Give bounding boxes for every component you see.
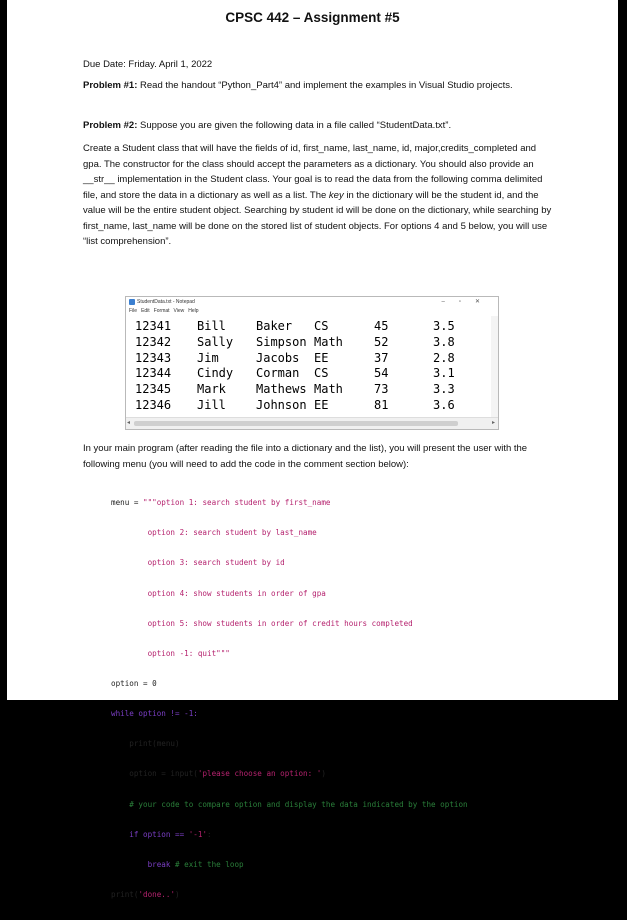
cell-gpa: 3.6: [433, 397, 455, 412]
menu-edit[interactable]: Edit: [141, 308, 150, 314]
cell-credits: 37: [374, 350, 389, 365]
scroll-right-icon[interactable]: ▸: [491, 420, 495, 426]
code-line: [111, 769, 541, 779]
problem-1: [83, 78, 553, 94]
cell-gpa: 3.8: [433, 334, 455, 349]
code-block: [111, 478, 541, 920]
cell-last-name: Jacobs: [256, 350, 300, 365]
data-row: [130, 319, 460, 335]
code-keyword: if option ==: [111, 829, 189, 839]
code-line: option 5: show students in order of credit hours completed: [111, 618, 413, 628]
cell-last-name: Johnson: [256, 397, 307, 412]
cell-major: EE: [314, 350, 329, 365]
code-line: option 2: search student by last_name: [111, 528, 317, 538]
cell-credits: 81: [374, 397, 389, 412]
document-page: [7, 0, 618, 899]
problem-1-text: Read the handout “Python_Part4” and implement the examples in Visual Studio projects.: [137, 80, 513, 91]
code-comment: # your code to compare option and display the data indicated by the option: [111, 799, 468, 809]
data-row: [130, 366, 460, 382]
problem-2: [83, 118, 553, 134]
cell-id: 12346: [135, 397, 172, 412]
cell-first-name: Jim: [197, 350, 219, 365]
menu-view[interactable]: View: [173, 308, 185, 314]
menu-file[interactable]: File: [129, 308, 138, 314]
main-program-text: In your main program (after reading the file into a dictionary and the list), you will present the user with the following menu (you will need to add the code in the comment section below):: [83, 443, 528, 470]
code-text: ): [175, 889, 180, 899]
code-text: menu =: [111, 498, 144, 508]
notepad-menubar: [126, 307, 498, 316]
code-text: option = input(: [111, 769, 198, 779]
description-part-2: in the dictionary will be the student id, and the value will be the entire student object. Searching by student id will be done on the dictionary, while searching by first_name, last_name will be done on the stored list of student objects. For options 4 and 5 below, you will use “list comprehension”.: [83, 189, 552, 247]
cell-major: EE: [314, 397, 329, 412]
description-key-word: key: [328, 189, 344, 201]
data-row: [130, 351, 460, 367]
menu-help[interactable]: Help: [188, 308, 199, 314]
problem-2-description: [83, 141, 553, 250]
code-line: print(menu): [111, 739, 180, 749]
cell-credits: 54: [374, 366, 389, 381]
code-keyword: break: [111, 859, 176, 869]
cell-first-name: Jill: [197, 397, 226, 412]
code-comment: # exit the loop: [175, 859, 244, 869]
code-line: option = 0: [111, 678, 157, 688]
data-row: [130, 398, 460, 414]
code-text: print(: [111, 889, 139, 899]
code-line: while option != -1:: [111, 709, 198, 719]
code-line: option 4: show students in order of gpa: [111, 588, 326, 598]
cell-gpa: 3.3: [433, 382, 455, 397]
cell-last-name: Simpson: [256, 334, 307, 349]
code-string: 'done..': [138, 889, 176, 899]
code-line: [111, 890, 541, 900]
cell-id: 12344: [135, 366, 172, 381]
data-row: [130, 335, 460, 351]
description-part-1: Create a Student class that will have the fields of id, first_name, last_name, id, major,credits_completed and gpa. The constructor for the class should accept the parameters as a dictionary. You should also provide an __str__ implementation in the Student class. Your goal is to read the data from the following comma delimited file, and store the data in a dictionary as well as a list. The: [83, 143, 543, 201]
cell-major: CS: [314, 319, 329, 333]
notepad-text-area[interactable]: [130, 319, 460, 414]
window-controls: [441, 297, 494, 307]
horizontal-scrollbar[interactable]: [126, 417, 498, 429]
vertical-scrollbar[interactable]: [491, 316, 498, 418]
notepad-icon: [129, 299, 135, 305]
cell-first-name: Cindy: [197, 366, 234, 381]
cell-id: 12342: [135, 334, 172, 349]
due-date: Due Date: Friday. April 1, 2022: [83, 59, 213, 70]
code-text: :: [207, 829, 212, 839]
cell-id: 12341: [135, 319, 172, 333]
page-title: CPSC 442 – Assignment #5: [225, 10, 400, 25]
problem-2-text: Suppose you are given the following data in a file called “StudentData.txt”.: [137, 120, 452, 131]
cell-major: Math: [314, 334, 343, 349]
cell-gpa: 2.8: [433, 350, 455, 365]
code-string: '-1': [188, 829, 208, 839]
cell-major: Math: [314, 382, 343, 397]
cell-last-name: Baker: [256, 319, 293, 333]
cell-credits: 45: [374, 319, 389, 333]
maximize-icon[interactable]: ▫: [458, 299, 475, 305]
cell-gpa: 3.1: [433, 366, 455, 381]
cell-credits: 73: [374, 382, 389, 397]
notepad-title: StudentData.txt - Notepad: [137, 299, 195, 305]
problem-2-label: Problem #2:: [83, 120, 138, 131]
code-line: [111, 498, 541, 508]
code-line: option -1: quit""": [111, 648, 230, 658]
code-line: option 3: search student by id: [111, 558, 285, 568]
code-string: 'please choose an option: ': [197, 769, 322, 779]
cell-major: CS: [314, 366, 329, 381]
scroll-left-icon[interactable]: ◂: [127, 420, 131, 426]
code-line: [111, 830, 541, 840]
notepad-window: [125, 296, 499, 430]
close-icon[interactable]: ✕: [474, 299, 494, 305]
cell-last-name: Mathews: [256, 382, 307, 397]
cell-last-name: Corman: [256, 366, 300, 381]
problem-1-label: Problem #1:: [83, 80, 138, 91]
cell-gpa: 3.5: [433, 319, 455, 333]
cell-first-name: Sally: [197, 334, 234, 349]
data-row: [130, 382, 460, 398]
scrollbar-thumb[interactable]: [134, 421, 458, 426]
cell-first-name: Bill: [197, 319, 226, 333]
notepad-titlebar: [126, 297, 498, 307]
cell-credits: 52: [374, 334, 389, 349]
menu-format[interactable]: Format: [153, 308, 170, 314]
cell-id: 12343: [135, 350, 172, 365]
minimize-icon[interactable]: –: [441, 299, 459, 305]
code-line: [111, 860, 541, 870]
code-string: """option 1: search student by first_name: [143, 498, 331, 508]
cell-id: 12345: [135, 382, 172, 397]
code-text: ): [321, 769, 326, 779]
cell-first-name: Mark: [197, 382, 226, 397]
